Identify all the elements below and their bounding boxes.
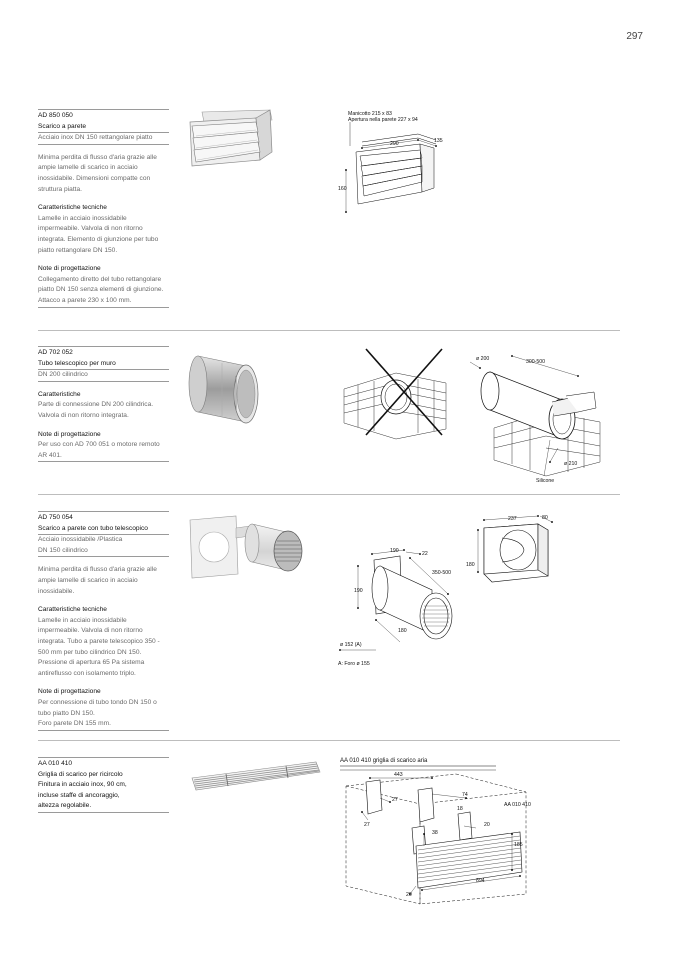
product-intro: Minima perdita di flusso d'aria grazie alle ampie lamelle di scarico in acciaio inossidabile. [38,566,157,595]
notes-extra: Foro parete DN 155 mm. [38,720,111,728]
notes-heading: Note di progettazione [38,688,101,696]
product-name: Scarico a parete con tubo telescopico [38,524,148,532]
drawing-dimension: ø 200 [476,356,490,362]
drawing-dimension: 180 [398,628,407,634]
section-separator [38,330,620,331]
features-heading: Caratteristiche tecniche [38,204,107,212]
drawing-label: Manicotto 215 x 83 [348,111,392,117]
drawing-dimension: ø 152 (A) [340,642,362,648]
drawing-label: Silicone [536,478,555,484]
features-heading: Caratteristiche [38,390,81,398]
product-material: Acciaio inossidabile /Plastica [38,536,123,544]
incorrect-installation-drawing [338,343,450,441]
notes-text: Per connessione di tubo tondo DN 150 o tubo piatto DN 150. [38,698,157,717]
product-text-ad750054 [38,511,169,731]
wall-vent-drawing [336,108,448,220]
drawing-dimension: 160 [338,186,347,192]
product-code: AD 850 050 [38,112,73,119]
rule [38,812,169,813]
wall-vent-photo [186,108,276,170]
product-name: Tubo telescopico per muro [38,359,116,367]
drawing-label: AA 010 410 [504,802,531,808]
telescopic-tube-installation-drawing [466,336,616,486]
product-name: Scarico a parete [38,122,87,130]
drawing-dimension: 443 [394,772,403,778]
product-description-line: incluse staffe di ancoraggio, [38,791,120,799]
features-text: Parte di connessione DN 200 cilindrica. Valvola di non ritorno integrata. [38,401,154,419]
drawing-dimension: 74 [462,792,468,798]
drawing-dimension: 290 [390,141,399,147]
drawing-dimension: 180 [466,562,475,568]
wall-vent-telescopic-photo [186,512,308,582]
rule [38,461,169,462]
product-code: AA 010 410 [38,760,73,767]
product-material: DN 200 cilindrico [38,371,88,379]
product-intro: Minima perdita di flusso d'aria grazie alle ampie lamelle di scarico in acciaio inossidabile. Dimensioni compatte con struttura piatta. [38,153,157,193]
rule [38,381,169,382]
product-material: Acciaio inox DN 150 rettangolare piatto [38,134,153,142]
rule [38,730,169,731]
drawing-dimension: 27 [392,797,398,803]
drawing-dimension: 190 [354,588,363,594]
page-number: 297 [626,31,643,42]
notes-text: Collegamento diretto del tubo rettangolare piatto DN 150 senza elementi di giunzione. [38,275,164,294]
product-description-line: altezza regolabile. [38,802,92,810]
product-name: Griglia di scarico per ricircolo [38,770,123,778]
features-text: Lamelle in acciaio inossidabile impermeabile. Valvola di non ritorno integrata. Tubo a parete telescopico 350 - 500 mm per tubo cilindrico DN 150. Pressione di apertura 65 Pa sistema antireflusso con isolamento triplo. [38,616,160,677]
wall-vent-front-drawing [462,510,562,586]
rule [38,307,169,308]
drawing-dimension: 80 [542,515,548,521]
drawing-dimension: 185 [514,842,523,848]
drawing-dimension: 20 [484,822,490,828]
product-text-ad850050 [38,109,169,308]
drawing-dimension: 27 [364,822,370,828]
product-text-ad702052 [38,346,169,462]
product-description-line: Finitura in acciaio inox, 90 cm, [38,781,127,789]
product-code: AD 750 054 [38,514,73,521]
product-code: AD 702 052 [38,349,73,356]
drawing-dimension: ø 210 [564,461,578,467]
drawing-dimension: 894 [476,878,485,884]
rule [38,556,169,557]
drawing-dimension: 38 [432,830,438,836]
notes-heading: Note di progettazione [38,430,101,438]
drawing-dimension: 18 [457,806,463,812]
wall-vent-telescopic-drawing [336,538,472,668]
drawing-dimension: 135 [434,138,443,144]
drawing-footnote: A: Foro ø 155 [338,661,370,667]
drawing-dimension: 20 [406,892,412,898]
telescopic-tube-photo [186,348,270,428]
drawing-label: Apertura nella parete 227 x 94 [348,117,418,123]
notes-heading: Note di progettazione [38,265,101,273]
rule [38,144,169,145]
drawing-title: AA 010 410 griglia di scarico aria [340,758,428,764]
drawing-dimension: 350-500 [432,570,452,576]
section-separator [38,740,620,741]
product-text-aa010410 [38,757,169,813]
drawing-dimension: 237 [508,516,517,522]
exhaust-grille-photo [186,758,326,794]
drawing-dimension: 22 [422,551,428,557]
features-heading: Caratteristiche tecniche [38,606,107,614]
section-separator [38,494,620,495]
drawing-dimension: 300-500 [526,359,546,365]
exhaust-grille-drawing [336,754,536,924]
product-material: DN 150 cilindrico [38,546,88,554]
notes-text: Per uso con AD 700 051 o motore remoto AR 401. [38,441,160,459]
features-text: Lamelle in acciaio inossidabile impermeabile. Valvola di non ritorno integrata. Elemento di giunzione per tubo piatto rettangolare DN 150. [38,214,159,254]
drawing-dimension: 190 [390,548,399,554]
notes-extra: Attacco a parete 230 x 100 mm. [38,296,132,304]
